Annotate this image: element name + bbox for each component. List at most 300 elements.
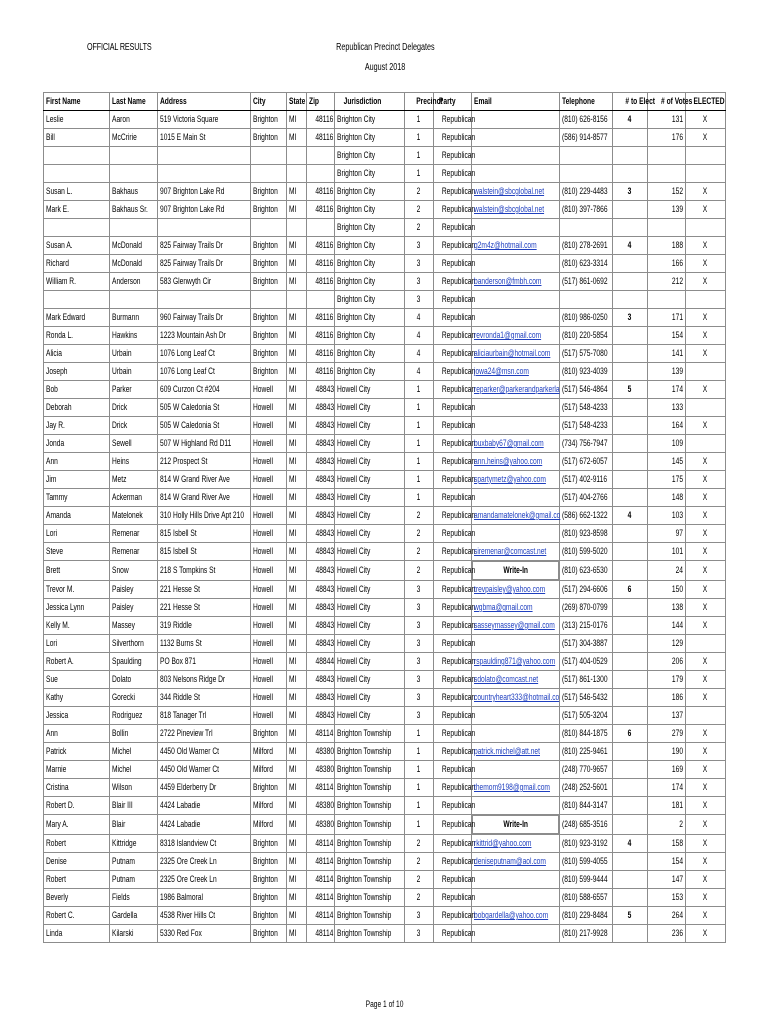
cell-email[interactable]: siremenar@comcast.net <box>472 543 560 561</box>
table-row <box>44 671 726 689</box>
cell-address: 221 Hesse St <box>158 599 251 617</box>
cell-elected: X <box>686 871 726 889</box>
cell-email[interactable]: g2m4z@hotmail.com <box>472 237 560 255</box>
cell-first-name: Tammy <box>44 489 110 507</box>
cell-to-elect <box>613 201 648 219</box>
cell-last-name: Hawkins <box>110 327 158 345</box>
cell-state: MI <box>287 543 307 561</box>
cell-email <box>472 165 560 183</box>
cell-elected: X <box>686 599 726 617</box>
cell-party: Republican <box>434 417 472 435</box>
cell-email[interactable]: ann.heins@yahoo.com <box>472 453 560 471</box>
column-header-elected: ELECTED <box>686 93 726 111</box>
cell-jurisdiction: Brighton City <box>335 363 405 381</box>
cell-jurisdiction: Howell City <box>335 525 405 543</box>
cell-city: Brighton <box>251 309 287 327</box>
cell-last-name <box>110 165 158 183</box>
cell-email[interactable]: rkittrid@yahoo.com <box>472 835 560 853</box>
cell-zip: 48843 <box>307 599 335 617</box>
cell-email <box>472 219 560 237</box>
cell-precinct: 2 <box>405 507 434 525</box>
cell-votes: 279 <box>648 725 686 743</box>
cell-first-name: Jay R. <box>44 417 110 435</box>
cell-email[interactable]: trevpaisley@yahoo.com <box>472 581 560 599</box>
cell-email <box>472 111 560 129</box>
column-header-city: City <box>251 93 287 111</box>
cell-precinct: 1 <box>405 435 434 453</box>
cell-jurisdiction: Howell City <box>335 453 405 471</box>
cell-email[interactable]: aliciaurbain@hotmail.com <box>472 345 560 363</box>
cell-jurisdiction: Brighton City <box>335 291 405 309</box>
cell-address: 1132 Burns St <box>158 635 251 653</box>
cell-precinct: 4 <box>405 345 434 363</box>
cell-city: Brighton <box>251 907 287 925</box>
cell-last-name: Anderson <box>110 273 158 291</box>
column-header-address: Address <box>158 93 251 111</box>
cell-telephone: (248) 685-3516 <box>560 815 613 835</box>
cell-votes: 129 <box>648 635 686 653</box>
cell-elected: X <box>686 327 726 345</box>
cell-telephone: (586) 662-1322 <box>560 507 613 525</box>
column-header-last-name: Last Name <box>110 93 158 111</box>
official-results-label: OFFICIAL RESULTS <box>87 42 152 53</box>
cell-to-elect <box>613 925 648 943</box>
cell-votes <box>648 291 686 309</box>
cell-first-name: Robert C. <box>44 907 110 925</box>
cell-zip <box>307 165 335 183</box>
cell-first-name: Richard <box>44 255 110 273</box>
cell-precinct: 1 <box>405 111 434 129</box>
cell-state <box>287 291 307 309</box>
table-row <box>44 399 726 417</box>
cell-zip: 48380 <box>307 761 335 779</box>
cell-state: MI <box>287 599 307 617</box>
cell-state: MI <box>287 815 307 835</box>
cell-precinct: 2 <box>405 525 434 543</box>
cell-city: Howell <box>251 417 287 435</box>
cell-precinct: 2 <box>405 835 434 853</box>
cell-last-name: Remenar <box>110 525 158 543</box>
cell-elected: X <box>686 201 726 219</box>
cell-zip: 48116 <box>307 309 335 327</box>
cell-first-name: Ronda L. <box>44 327 110 345</box>
cell-last-name: Ackerman <box>110 489 158 507</box>
cell-last-name: Rodriguez <box>110 707 158 725</box>
cell-telephone <box>560 165 613 183</box>
cell-votes: 206 <box>648 653 686 671</box>
cell-address: 815 Isbell St <box>158 543 251 561</box>
cell-email <box>472 255 560 273</box>
cell-votes: 150 <box>648 581 686 599</box>
cell-party: Republican <box>434 907 472 925</box>
table-row <box>44 689 726 707</box>
cell-email[interactable]: bobgardella@yahoo.com <box>472 907 560 925</box>
cell-state: MI <box>287 707 307 725</box>
cell-precinct: 4 <box>405 363 434 381</box>
cell-jurisdiction: Howell City <box>335 689 405 707</box>
cell-party: Republican <box>434 889 472 907</box>
cell-first-name: Susan A. <box>44 237 110 255</box>
cell-address: 4459 Elderberry Dr <box>158 779 251 797</box>
cell-precinct: 3 <box>405 635 434 653</box>
cell-party: Republican <box>434 581 472 599</box>
cell-address: 907 Brighton Lake Rd <box>158 201 251 219</box>
cell-elected: X <box>686 453 726 471</box>
cell-state: MI <box>287 129 307 147</box>
cell-state <box>287 219 307 237</box>
cell-email[interactable]: revronda1@gmail.com <box>472 327 560 345</box>
cell-email[interactable]: sdolato@comcast.net <box>472 671 560 689</box>
cell-precinct: 3 <box>405 653 434 671</box>
cell-party: Republican <box>434 925 472 943</box>
cell-first-name: Ann <box>44 453 110 471</box>
cell-votes: 171 <box>648 309 686 327</box>
cell-zip: 48114 <box>307 889 335 907</box>
cell-precinct: 2 <box>405 871 434 889</box>
cell-zip: 48114 <box>307 853 335 871</box>
cell-votes: 147 <box>648 871 686 889</box>
cell-last-name: Sewell <box>110 435 158 453</box>
cell-email: Write-In <box>472 561 559 580</box>
table-row <box>44 507 726 525</box>
cell-votes: 133 <box>648 399 686 417</box>
cell-email[interactable]: banderson@fmbh.com <box>472 273 560 291</box>
cell-email <box>472 147 560 165</box>
cell-last-name: Drick <box>110 399 158 417</box>
cell-votes: 188 <box>648 237 686 255</box>
cell-email <box>472 635 560 653</box>
cell-last-name: Remenar <box>110 543 158 561</box>
cell-jurisdiction: Brighton City <box>335 273 405 291</box>
cell-zip: 48843 <box>307 453 335 471</box>
cell-precinct: 2 <box>405 889 434 907</box>
cell-telephone: (810) 599-4055 <box>560 853 613 871</box>
table-row <box>44 761 726 779</box>
table-row <box>44 417 726 435</box>
cell-zip: 48116 <box>307 129 335 147</box>
table-row <box>44 635 726 653</box>
cell-elected: X <box>686 617 726 635</box>
cell-zip: 48116 <box>307 201 335 219</box>
cell-zip: 48114 <box>307 725 335 743</box>
cell-party: Republican <box>434 129 472 147</box>
cell-state: MI <box>287 871 307 889</box>
cell-jurisdiction: Brighton City <box>335 345 405 363</box>
cell-party: Republican <box>434 871 472 889</box>
cell-jurisdiction: Brighton Township <box>335 871 405 889</box>
cell-jurisdiction: Howell City <box>335 617 405 635</box>
cell-last-name: Dolato <box>110 671 158 689</box>
cell-elected <box>686 707 726 725</box>
cell-first-name: Robert <box>44 871 110 889</box>
cell-to-elect <box>613 471 648 489</box>
table-row <box>44 815 726 835</box>
cell-zip: 48843 <box>307 707 335 725</box>
cell-precinct: 1 <box>405 129 434 147</box>
cell-last-name: Wilson <box>110 779 158 797</box>
cell-zip: 48114 <box>307 835 335 853</box>
cell-address: 583 Glenwyth Cir <box>158 273 251 291</box>
cell-city: Howell <box>251 581 287 599</box>
cell-email <box>472 925 560 943</box>
cell-email[interactable]: patrick.michel@att.net <box>472 743 560 761</box>
cell-email[interactable]: buxbaby67@gmail.com <box>472 435 560 453</box>
cell-elected: X <box>686 273 726 291</box>
cell-address: 507 W Highland Rd D11 <box>158 435 251 453</box>
cell-email[interactable]: countryheart333@hotmail.co <box>472 689 560 707</box>
cell-city: Brighton <box>251 345 287 363</box>
cell-city: Howell <box>251 617 287 635</box>
cell-telephone: (517) 546-5432 <box>560 689 613 707</box>
cell-zip: 48114 <box>307 779 335 797</box>
cell-telephone: (810) 599-9444 <box>560 871 613 889</box>
cell-precinct: 2 <box>405 183 434 201</box>
cell-email[interactable]: wgbma@gmail.com <box>472 599 560 617</box>
cell-email <box>472 889 560 907</box>
table-row <box>44 183 726 201</box>
cell-zip: 48843 <box>307 435 335 453</box>
cell-first-name <box>44 291 110 309</box>
cell-state: MI <box>287 561 307 581</box>
cell-state: MI <box>287 399 307 417</box>
cell-elected <box>686 363 726 381</box>
cell-votes: 101 <box>648 543 686 561</box>
cell-elected: X <box>686 129 726 147</box>
cell-email[interactable]: sasseymassey@gmail.com <box>472 617 560 635</box>
cell-elected: X <box>686 853 726 871</box>
cell-votes: 169 <box>648 761 686 779</box>
cell-precinct: 1 <box>405 165 434 183</box>
cell-address: 4450 Old Warner Ct <box>158 743 251 761</box>
cell-state: MI <box>287 581 307 599</box>
cell-votes: 2 <box>648 815 686 835</box>
cell-elected: X <box>686 489 726 507</box>
cell-city: Brighton <box>251 363 287 381</box>
cell-zip: 48116 <box>307 237 335 255</box>
cell-zip: 48116 <box>307 183 335 201</box>
cell-jurisdiction: Brighton Township <box>335 815 405 835</box>
cell-votes: 153 <box>648 889 686 907</box>
cell-party: Republican <box>434 507 472 525</box>
cell-votes: 158 <box>648 835 686 853</box>
cell-state: MI <box>287 201 307 219</box>
cell-address: 4450 Old Warner Ct <box>158 761 251 779</box>
cell-jurisdiction: Brighton City <box>335 129 405 147</box>
cell-precinct: 3 <box>405 291 434 309</box>
cell-jurisdiction: Howell City <box>335 471 405 489</box>
cell-zip: 48843 <box>307 471 335 489</box>
cell-party: Republican <box>434 761 472 779</box>
cell-city: Brighton <box>251 925 287 943</box>
table-row <box>44 453 726 471</box>
cell-telephone: (810) 626-8156 <box>560 111 613 129</box>
cell-party: Republican <box>434 381 472 399</box>
cell-jurisdiction: Howell City <box>335 543 405 561</box>
table-row <box>44 871 726 889</box>
cell-last-name: McCririe <box>110 129 158 147</box>
cell-to-elect: 3 <box>613 183 648 201</box>
cell-jurisdiction: Brighton City <box>335 255 405 273</box>
cell-jurisdiction: Brighton City <box>335 147 405 165</box>
cell-zip <box>307 147 335 165</box>
cell-to-elect <box>613 345 648 363</box>
cell-first-name: Kathy <box>44 689 110 707</box>
cell-jurisdiction: Howell City <box>335 707 405 725</box>
cell-first-name: Robert D. <box>44 797 110 815</box>
cell-email[interactable]: themom9198@gmail.com <box>472 779 560 797</box>
table-row <box>44 219 726 237</box>
cell-votes: 138 <box>648 599 686 617</box>
table-row <box>44 381 726 399</box>
cell-city: Milford <box>251 815 287 835</box>
cell-elected: X <box>686 797 726 815</box>
cell-jurisdiction: Howell City <box>335 399 405 417</box>
column-header-jurisdiction: Jurisdiction <box>335 93 405 111</box>
cell-last-name: Burmann <box>110 309 158 327</box>
cell-email <box>472 129 560 147</box>
cell-address: 4424 Labadie <box>158 815 251 835</box>
cell-city <box>251 165 287 183</box>
cell-city: Brighton <box>251 255 287 273</box>
cell-party: Republican <box>434 111 472 129</box>
cell-state: MI <box>287 835 307 853</box>
cell-state: MI <box>287 183 307 201</box>
cell-last-name: Paisley <box>110 599 158 617</box>
cell-last-name: Michel <box>110 761 158 779</box>
cell-telephone: (810) 397-7866 <box>560 201 613 219</box>
cell-email[interactable]: amandamatelonek@gmail.co <box>472 507 560 525</box>
cell-zip: 48114 <box>307 871 335 889</box>
cell-precinct: 1 <box>405 779 434 797</box>
cell-party: Republican <box>434 219 472 237</box>
cell-email[interactable]: reparker@parkerandparkerla <box>472 381 560 399</box>
cell-address: 960 Fairway Trails Dr <box>158 309 251 327</box>
cell-address: 815 Isbell St <box>158 525 251 543</box>
page-number: Page 1 of 10 <box>366 999 404 1009</box>
cell-jurisdiction: Brighton Township <box>335 907 405 925</box>
table-row <box>44 725 726 743</box>
cell-votes: 175 <box>648 471 686 489</box>
cell-zip: 48843 <box>307 635 335 653</box>
table-row <box>44 617 726 635</box>
cell-email[interactable]: rspaulding871@yahoo.com <box>472 653 560 671</box>
cell-votes: 212 <box>648 273 686 291</box>
cell-email[interactable]: spartymetz@yahoo.com <box>472 471 560 489</box>
cell-city: Brighton <box>251 183 287 201</box>
cell-party: Republican <box>434 183 472 201</box>
column-header-precinct: Precinct <box>405 93 434 111</box>
cell-elected: X <box>686 237 726 255</box>
cell-city: Howell <box>251 635 287 653</box>
cell-votes: 154 <box>648 853 686 871</box>
cell-city: Brighton <box>251 237 287 255</box>
cell-telephone: (248) 770-9657 <box>560 761 613 779</box>
cell-elected: X <box>686 743 726 761</box>
cell-first-name <box>44 165 110 183</box>
cell-email[interactable]: walstein@sbcglobal.net <box>472 201 560 219</box>
cell-state: MI <box>287 435 307 453</box>
table-row <box>44 561 726 581</box>
cell-state: MI <box>287 671 307 689</box>
cell-elected: X <box>686 561 726 581</box>
cell-jurisdiction: Howell City <box>335 507 405 525</box>
cell-address: 825 Fairway Trails Dr <box>158 255 251 273</box>
table-row <box>44 147 726 165</box>
column-header-first-name: First Name <box>44 93 110 111</box>
cell-email[interactable]: deniseputnam@aol.com <box>472 853 560 871</box>
cell-party: Republican <box>434 525 472 543</box>
cell-votes: 139 <box>648 363 686 381</box>
cell-party: Republican <box>434 489 472 507</box>
cell-email[interactable]: walstein@sbcglobal.net <box>472 183 560 201</box>
cell-address: 4424 Labadie <box>158 797 251 815</box>
cell-jurisdiction: Brighton Township <box>335 889 405 907</box>
cell-address: 1223 Mountain Ash Dr <box>158 327 251 345</box>
cell-email[interactable]: jowa24@msn.com <box>472 363 560 381</box>
cell-precinct: 3 <box>405 255 434 273</box>
cell-party: Republican <box>434 835 472 853</box>
cell-city <box>251 291 287 309</box>
cell-address: 2325 Ore Creek Ln <box>158 871 251 889</box>
cell-city: Howell <box>251 471 287 489</box>
table-row <box>44 653 726 671</box>
cell-city: Brighton <box>251 273 287 291</box>
cell-to-elect: 6 <box>613 581 648 599</box>
table-row <box>44 599 726 617</box>
cell-city: Brighton <box>251 779 287 797</box>
cell-state: MI <box>287 761 307 779</box>
cell-precinct: 2 <box>405 543 434 561</box>
cell-state: MI <box>287 797 307 815</box>
cell-jurisdiction: Brighton City <box>335 309 405 327</box>
cell-votes: 236 <box>648 925 686 943</box>
table-row <box>44 489 726 507</box>
cell-elected: X <box>686 183 726 201</box>
cell-email <box>472 489 560 507</box>
cell-jurisdiction: Howell City <box>335 381 405 399</box>
cell-state: MI <box>287 853 307 871</box>
cell-to-elect <box>613 291 648 309</box>
cell-city: Howell <box>251 707 287 725</box>
cell-to-elect <box>613 617 648 635</box>
cell-last-name: Silverthorn <box>110 635 158 653</box>
cell-city: Milford <box>251 761 287 779</box>
table-row <box>44 543 726 561</box>
column-header-votes: # of Votes <box>648 93 686 111</box>
cell-telephone: (810) 588-6557 <box>560 889 613 907</box>
cell-first-name: Ann <box>44 725 110 743</box>
cell-telephone: (810) 217-9928 <box>560 925 613 943</box>
cell-votes: 103 <box>648 507 686 525</box>
cell-elected: X <box>686 111 726 129</box>
cell-email <box>472 797 560 815</box>
cell-city: Howell <box>251 399 287 417</box>
cell-precinct: 3 <box>405 273 434 291</box>
cell-address: 5330 Red Fox <box>158 925 251 943</box>
cell-votes: 109 <box>648 435 686 453</box>
cell-city: Howell <box>251 561 287 581</box>
table-row <box>44 797 726 815</box>
cell-votes: 164 <box>648 417 686 435</box>
cell-precinct: 1 <box>405 147 434 165</box>
cell-state: MI <box>287 363 307 381</box>
column-header-to-elect: # to Elect <box>613 93 648 111</box>
cell-first-name: Lori <box>44 635 110 653</box>
table-row <box>44 925 726 943</box>
cell-to-elect: 4 <box>613 237 648 255</box>
cell-party: Republican <box>434 779 472 797</box>
cell-state: MI <box>287 907 307 925</box>
